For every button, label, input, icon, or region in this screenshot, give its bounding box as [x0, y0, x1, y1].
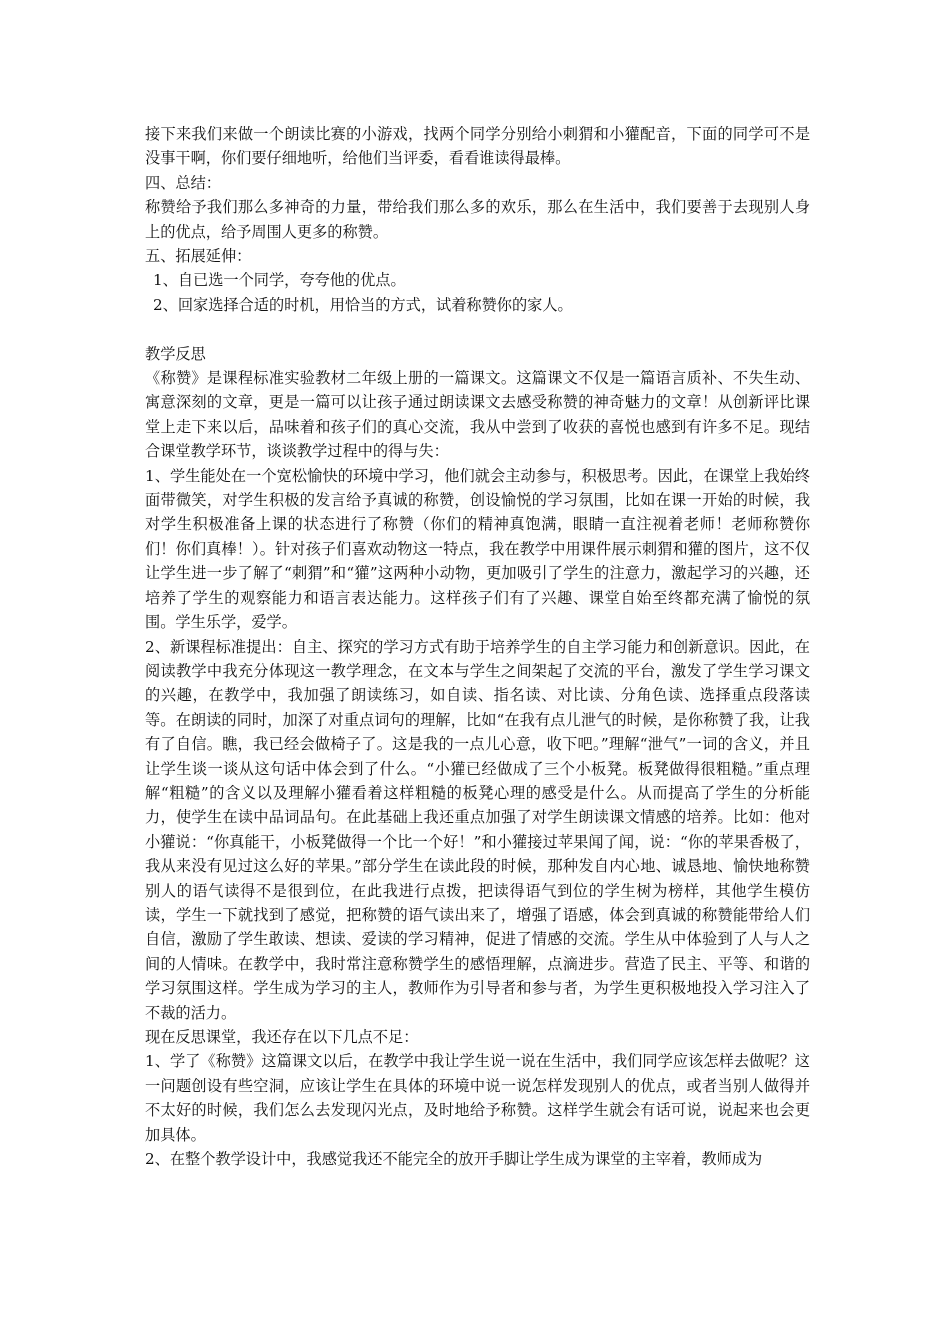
- extension-item-2: 2、回家选择合适的时机，用恰当的方式，试着称赞你的家人。: [153, 295, 573, 314]
- reflection-heading: 教学反思: [145, 344, 206, 363]
- extension-item-1: 1、自已选一个同学，夸夸他的优点。: [153, 271, 406, 290]
- section-heading-extension: 五、拓展延伸：: [145, 247, 252, 266]
- blank-line: [145, 317, 810, 341]
- summary-paragraph: 称赞给予我们那么多神奇的力量，带给我们那么多的欢乐，那么在生活中，我们要善于去现别人身上的优点，给予周围人更多的称赞。: [145, 198, 810, 241]
- shortcoming-point-1: 1、学了《称赞》这篇课文以后，在教学中我让学生说一说在生活中，我们同学应该怎样去做呢？这一问题创设有些空洞，应该让学生在具体的环境中说一说怎样发现别人的优点，或者当别人做得并不太好的时候，我们怎么去发现闪光点，及时地给予称赞。这样学生就会有话可说，说起来也会更加具体。: [145, 1052, 810, 1144]
- game-paragraph: 接下来我们来做一个朗读比赛的小游戏，找两个同学分别给小刺猬和小獾配音，下面的同学可不是没事干啊，你们要仔细地听，给他们当评委，看看谁读得最棒。: [145, 125, 810, 168]
- shortcoming-point-2: 2、在整个教学设计中，我感觉我还不能完全的放开手脚让学生成为课堂的主宰着，教师成为: [145, 1150, 763, 1169]
- reflection-point-2: 2、新课程标准提出：自主、探究的学习方式有助于培养学生的自主学习能力和创新意识。因此，在阅读教学中我充分体现这一教学理念，在文本与学生之间架起了交流的平台，激发了学生学习课文的兴趣，在教学中，我加强了朗读练习，如自读、指名读、对比读、分角色读、选择重点段落读等。在朗读的同时，加深了对重点词句的理解，比如“在我有点儿泄气的时候，是你称赞了我，让我有了自信。瞧，我已经会做椅子了。这是我的一点儿心意，收下吧。”理解“泄气”一词的含义，并且让学生谈一谈从这句话中体会到了什么。“小獾已经做成了三个小板凳。板凳做得很粗糙。”重点理解“粗糙”的含义以及理解小獾看着这样粗糙的板凳心理的感受是什么。从而提高了学生的分析能力，使学生在读中品词品句。在此基础上我还重点加强了对学生朗读课文情感的培养。比如：他对小獾说：“你真能干，小板凳做得一个比一个好！”和小獾接过苹果闻了闻，说：“你的苹果香极了，我从来没有见过这么好的苹果。”部分学生在读此段的时候，那种发自内心地、诚恳地、愉快地称赞别人的语气读得不是很到位，在此我进行点拨，把读得语气到位的学生树为榜样，其他学生模仿读，学生一下就找到了感觉，把称赞的语气读出来了，增强了语感，体会到真诚的称赞能带给人们自信，激励了学生敢读、想读、爱读的学习精神，促进了情感的交流。学生从中体验到了人与人之间的人情味。在教学中，我时常注意称赞学生的感悟理解，点滴进步。营造了民主、平等、和谐的学习氛围这样。学生成为学习的主人，教师作为引导者和参与者，为学生更积极地投入学习注入了不裁的活力。: [145, 637, 810, 1022]
- shortcomings-heading: 现在反思课堂，我还存在以下几点不足：: [145, 1028, 419, 1047]
- document-page: [145, 122, 810, 1171]
- section-heading-summary: 四、总结：: [145, 173, 221, 192]
- reflection-point-1: 1、学生能处在一个宽松愉快的环境中学习，他们就会主动参与，积极思考。因此，在课堂上我始终面带微笑，对学生积极的发言给予真诚的称赞，创设愉悦的学习氛围，比如在课一开始的时候，我对学生积极准备上课的状态进行了称赞（你们的精神真饱满，眼睛一直注视着老师！老师称赞你们！你们真棒！）。针对孩子们喜欢动物这一特点，我在教学中用课件展示刺猬和獾的图片，这不仅让学生进一步了解了“刺猬”和“獾”这两种小动物，更加吸引了学生的注意力，激起学习的兴趣，还培养了学生的观察能力和语言表达能力。这样孩子们有了兴趣、课堂自始至终都充满了愉悦的氛围。学生乐学，爱学。: [145, 466, 810, 632]
- reflection-intro-paragraph: 《称赞》是课程标准实验教材二年级上册的一篇课文。这篇课文不仅是一篇语言质补、不失生动、寓意深刻的文章，更是一篇可以让孩子通过朗读课文去感受称赞的神奇魅力的文章！从创新评比课堂上走下来以后，品味着和孩子们的真心交流，我从中尝到了收获的喜悦也感到有许多不足。现结合课堂教学环节，谈谈教学过程中的得与失：: [145, 369, 810, 461]
